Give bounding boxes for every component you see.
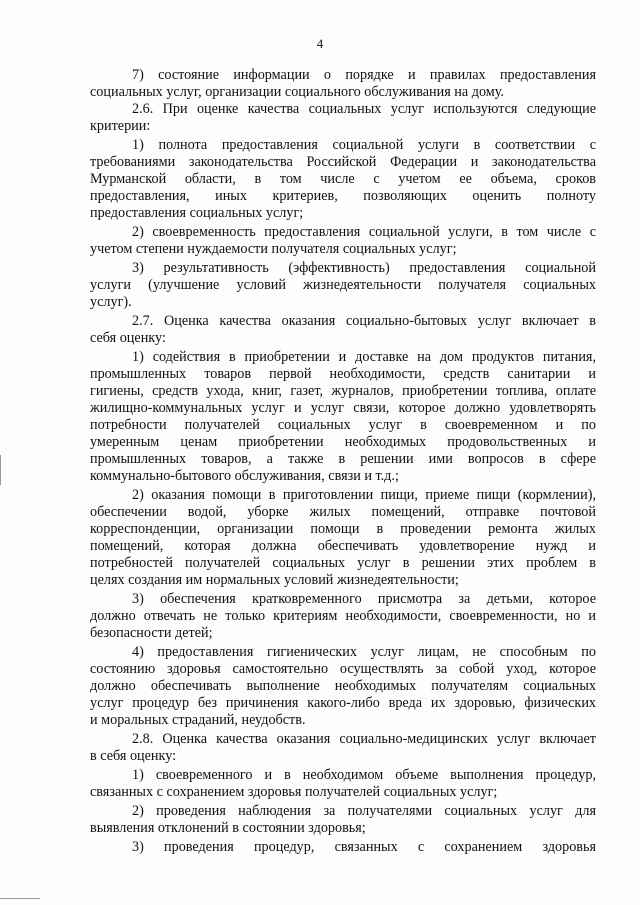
text-line: 2) оказания помощи в приготовлении пищи, приеме пищи (кормлении),	[132, 487, 596, 503]
text-line: коммунально-бытового обслуживания, связи и т.д.;	[90, 468, 399, 484]
text-line: 2) своевременность предоставления социальной услуги, в том числе с	[132, 224, 596, 240]
text-line: выявления отклонений в состоянии здоровья;	[90, 820, 366, 836]
text-line: 2.8. Оценка качества оказания социально-медицинских услуг включает	[132, 731, 596, 747]
scan-edge-mark	[0, 455, 1, 485]
text-line: учетом степени нуждаемости получателя социальных услуг;	[90, 241, 457, 257]
text-line: потребности получателей социальных услуг в своевременном и по	[90, 417, 596, 433]
text-line: промышленных товаров первой необходимости, средств санитарии и	[90, 366, 596, 382]
text-line: 7) состояние информации о порядке и правилах предоставления	[132, 67, 596, 83]
text-line: должно обеспечивать выполнение необходимых получателям социальных	[90, 678, 596, 694]
text-line: услуг процедур без причинения какого-либо вреда их здоровью, физических	[90, 695, 596, 711]
text-line: 2.7. Оценка качества оказания социально-бытовых услуг включает в	[132, 313, 596, 329]
text-line: в себя оценку:	[90, 748, 177, 764]
text-line: и моральных страданий, неудобств.	[90, 712, 306, 728]
text-line: социальных услуг, организации социального обслуживания на дому.	[90, 84, 504, 100]
text-line: состоянию здоровья самостоятельно осуществлять за собой уход, которое	[90, 661, 596, 677]
text-line: помещений, которая должна обеспечивать удовлетворение нужд и	[90, 538, 596, 554]
page-number: 4	[316, 36, 324, 51]
text-line: связанных с сохранением здоровья получателей социальных услуг;	[90, 784, 498, 800]
text-line: 1) своевременного и в необходимом объеме выполнения процедур,	[132, 767, 596, 783]
text-line: критерии:	[90, 118, 151, 134]
text-line: требованиями законодательства Российской Федерации и законодательства	[90, 154, 596, 170]
text-line: 2.6. При оценке качества социальных услуг используются следующие	[132, 101, 596, 117]
text-line: предоставления социальных услуг;	[90, 205, 304, 221]
text-line: корреспонденции, организации помощи в проведении ремонта жилых	[90, 521, 596, 537]
text-line: 3) результативность (эффективность) предоставления социальной	[132, 260, 596, 276]
text-line: 1) полнота предоставления социальной услуги в соответствии с	[132, 137, 596, 153]
text-line: потребностей получателей социальных услуг в решении этих проблем в	[90, 555, 596, 571]
text-line: 1) содействия в приобретении и доставке на дом продуктов питания,	[132, 349, 596, 365]
text-line: жилищно-коммунальных услуг и услуг связи, которое должно удовлетворять	[90, 400, 596, 416]
text-line: обеспечении водой, уборке жилых помещений, отправке почтовой	[90, 504, 596, 520]
text-line: целях создания им нормальных условий жизнедеятельности;	[90, 572, 459, 588]
text-line: предоставления, иных критериев, позволяющих оценить полноту	[90, 188, 596, 204]
text-line: должно отвечать не только критериям необходимости, своевременности, но и	[90, 608, 596, 624]
text-line: себя оценку:	[90, 330, 166, 346]
text-line: услуг).	[90, 294, 132, 310]
text-line: гигиены, средств ухода, книг, газет, журналов, приобретении топлива, оплате	[90, 383, 596, 399]
text-line: 4) предоставления гигиенических услуг лицам, не способным по	[132, 644, 596, 660]
text-line: услуги (улучшение условий жизнедеятельности получателя социальных	[90, 277, 596, 293]
text-line: 2) проведения наблюдения за получателями социальных услуг для	[132, 803, 596, 819]
text-line: 3) проведения процедур, связанных с сохранением здоровья	[132, 839, 596, 855]
text-line: промышленных товаров, а также в решении ими вопросов в сфере	[90, 451, 596, 467]
text-line: Мурманской области, в том числе с учетом ее объема, сроков	[90, 171, 596, 187]
text-line: 3) обеспечения кратковременного присмотра за детьми, которое	[132, 591, 596, 607]
text-line: безопасности детей;	[90, 625, 213, 641]
text-line: умеренным ценам приобретении необходимых продовольственных и	[90, 434, 596, 450]
scan-edge-mark	[0, 898, 40, 899]
